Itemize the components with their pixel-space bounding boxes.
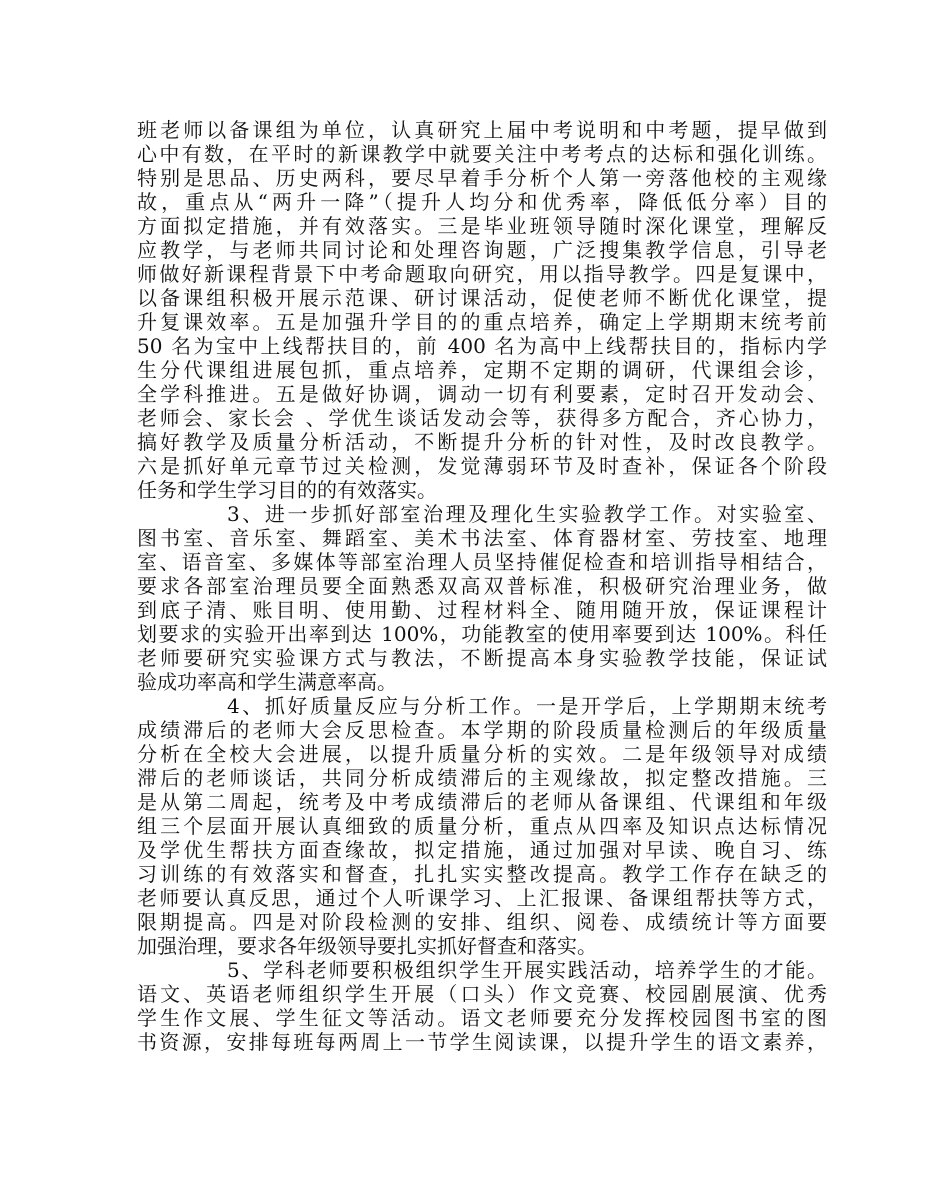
text-line: 图书室、音乐室、舞蹈室、美术书法室、体育器材室、劳技室、地理 [137, 526, 827, 550]
text-line: 老师会、家长会 、学优生谈话发动会等，获得多方配合，齐心协力， [137, 406, 827, 430]
text-line: 方面拟定措施，并有效落实。三是毕业班领导随时深化课堂，理解反 [137, 214, 827, 238]
text-line: 50 名为宝中上线帮扶目的，前 400 名为高中上线帮扶目的，指标内学 [137, 334, 827, 358]
section-heading-5: 5、学科老师要积极组织学生开展实践活动，培养学生的才能。 [227, 958, 827, 982]
text-line: 升复课效率。五是加强升学目的的重点培养，确定上学期期末统考前 [137, 310, 827, 334]
text-line: 要求各部室治理员要全面熟悉双高双普标准，积极研究治理业务，做 [137, 574, 827, 598]
text-line: 全学科推进。五是做好协调，调动一切有利要素，定时召开发动会、 [137, 382, 827, 406]
text-line: 划要求的实验开出率到达 100%，功能教室的使用率要到达 100%。科任 [137, 622, 827, 646]
text-line: 到底子清、账目明、使用勤、过程材料全、随用随开放，保证课程计 [137, 598, 827, 622]
text-line: 任务和学生学习目的的有效落实。 [137, 478, 437, 502]
document-body [137, 118, 827, 1054]
text-line: 滞后的老师谈话，共同分析成绩滞后的主观缘故，拟定整改措施。三 [137, 766, 827, 790]
text-line: 搞好教学及质量分析活动，不断提升分析的针对性，及时改良教学。 [137, 430, 827, 454]
text-line: 六是抓好单元章节过关检测，发觉薄弱环节及时查补，保证各个阶段 [137, 454, 827, 478]
text-line: 室、语音室、多媒体等部室治理人员坚持催促检查和培训指导相结合， [137, 550, 827, 574]
text-line: 学生作文展、学生征文等活动。语文老师要充分发挥校园图书室的图 [137, 1006, 827, 1030]
text-line: 加强治理，要求各年级领导要扎实抓好督查和落实。 [137, 934, 597, 958]
text-line: 师做好新课程背景下中考命题取向研究，用以指导教学。四是复课中， [137, 262, 827, 286]
text-line: 是从第二周起，统考及中考成绩滞后的老师从备课组、代课组和年级 [137, 790, 827, 814]
text-line: 及学优生帮扶方面查缘故，拟定措施，通过加强对早读、晚自习、练 [137, 838, 827, 862]
text-line: 班老师以备课组为单位，认真研究上届中考说明和中考题，提早做到 [137, 118, 827, 142]
text-line: 老师要研究实验课方式与教法，不断提高本身实验教学技能，保证试 [137, 646, 827, 670]
text-line: 成绩滞后的老师大会反思检查。本学期的阶段质量检测后的年级质量 [137, 718, 827, 742]
text-line: 习训练的有效落实和督查，扎扎实实整改提高。教学工作存在缺乏的 [137, 862, 827, 886]
text-line: 心中有数，在平时的新课教学中就要关注中考考点的达标和强化训练。 [137, 142, 827, 166]
text-line: 故，重点从“两升一降”（提升人均分和优秀率，降低低分率）目的 [137, 190, 827, 214]
text-line: 老师要认真反思，通过个人听课学习、上汇报课、备课组帮扶等方式， [137, 886, 827, 910]
text-line: 组三个层面开展认真细致的质量分析，重点从四率及知识点达标情况 [137, 814, 827, 838]
section-heading-3: 3、进一步抓好部室治理及理化生实验教学工作。对实验室、 [227, 502, 827, 526]
text-line: 验成功率高和学生满意率高。 [137, 670, 397, 694]
section-heading-4: 4、抓好质量反应与分析工作。一是开学后，上学期期末统考 [227, 694, 827, 718]
text-line: 书资源，安排每班每两周上一节学生阅读课，以提升学生的语文素养， [137, 1030, 827, 1054]
text-line: 以备课组积极开展示范课、研讨课活动，促使老师不断优化课堂，提 [137, 286, 827, 310]
text-line: 特别是思品、历史两科，要尽早着手分析个人第一旁落他校的主观缘 [137, 166, 827, 190]
text-line: 分析在全校大会进展，以提升质量分析的实效。二是年级领导对成绩 [137, 742, 827, 766]
text-line: 语文、英语老师组织学生开展（口头）作文竞赛、校园剧展演、优秀 [137, 982, 827, 1006]
text-line: 生分代课组进展包抓，重点培养，定期不定期的调研，代课组会诊， [137, 358, 827, 382]
text-line: 应教学，与老师共同讨论和处理咨询题，广泛搜集教学信息，引导老 [137, 238, 827, 262]
text-line: 限期提高。四是对阶段检测的安排、组织、阅卷、成绩统计等方面要 [137, 910, 827, 934]
